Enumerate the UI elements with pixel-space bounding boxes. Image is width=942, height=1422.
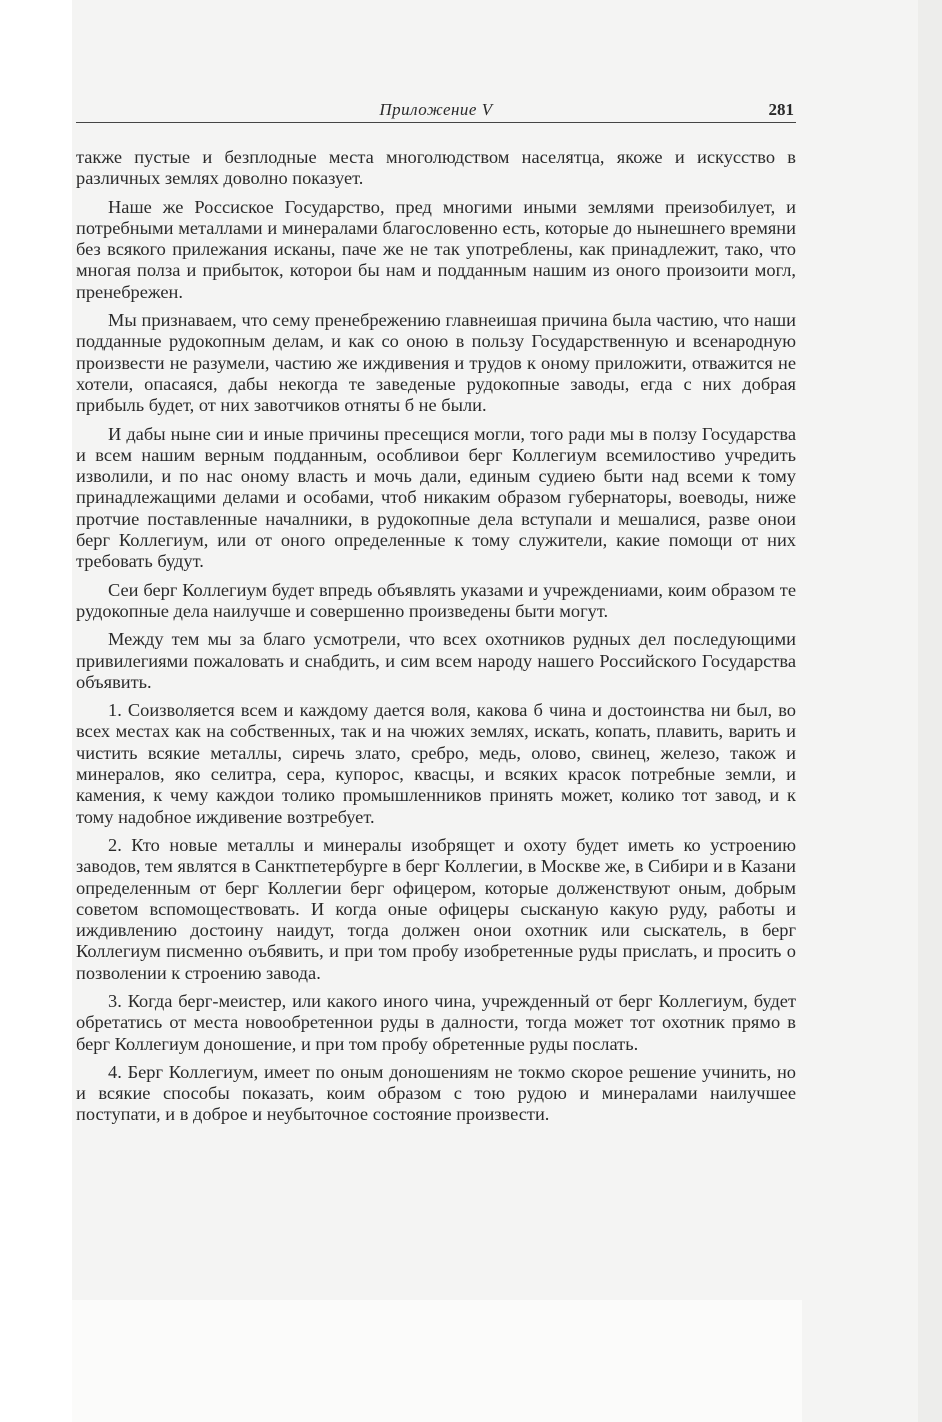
- paragraph: Сеи берг Коллегиум будет впредь объявлять указами и учреждениами, коим образом те рудокопные дела наилучше и совершенно произведены быти могут.: [76, 579, 796, 621]
- numbered-clause-1: 1. Соизволяется всем и каждому дается воля, какова б чина и достоинства ни был, во всех местах как на собственных, так и на чюжих землях, искать, копать, плавить, варить и чистить всякие металлы, сиречь злато, сребро, медь, олово, свинец, железо, також и минералов, яко селитра, сера, купорос, квасцы, и всяких красок потребные земли, и камения, к чему каждои толико промышленников принять может, колико тот завод, и к тому надобное иждивение возтребует.: [76, 700, 796, 827]
- body-text: [76, 147, 796, 1126]
- page-bottom-margin: [72, 1300, 802, 1422]
- book-page: [76, 96, 796, 1133]
- paragraph: Между тем мы за благо усмотрели, что всех охотников рудных дел последующими привилегиями пожаловать и снабдить, и сим всем народу нашего Российского Государства объявить.: [76, 629, 796, 692]
- numbered-clause-4: 4. Берг Коллегиум, имеет по оным доношениям не токмо скорое решение учинить, но и всякие способы показать, коим образом с тою рудою и минералами наилучшее поступати, и в доброе и неубыточное состояние произвести.: [76, 1061, 796, 1125]
- scan-edge-shadow: [918, 0, 942, 1422]
- numbered-clause-2: 2. Кто новые металлы и минералы изобрящет и охоту будет иметь ко устроению заводов, тем являтся в Санктпетербурге в берг Коллегии, в Москве же, в Сибири и в Казани определенным от берг Коллегии берг офицером, которые долженствуют оным, добрым советом вспомоществовать. И когда оные офицеры сысканую какую руду, работы и иждивлению достоину наидут, тогда должен онои охотник или сыскатель, в берг Коллегиум писменно оъбявить, и при том пробу изобретенные руды прислать, и просить о позволении к строению завода.: [76, 834, 796, 983]
- paragraph: Наше же Россиское Государство, пред многими иными землями преизобилует, и потребными металлами и минералами благословенно есть, которые до нынешнего времяни без всякого прилежания исканы, паче же не так употреблены, как принадлежит, тако, что многая полза и прибыток, которои бы нам и подданным нашим из оного произоити могл, пренебрежен.: [76, 196, 796, 302]
- running-title: Приложение V: [379, 100, 493, 119]
- page-number: 281: [768, 100, 794, 119]
- paragraph: также пустые и безплодные места многолюдством населятца, якоже и искусство в различных землях доволно показует.: [76, 147, 796, 189]
- numbered-clause-3: 3. Когда берг-меистер, или какого иного чина, учрежденный от берг Коллегиум, будет обретатись от места новообретеннои руды в далности, тогда может тот охотник прямо в берг Коллегиум доношение, и при том пробу обретенные руды послать.: [76, 990, 796, 1054]
- running-header: [76, 96, 796, 123]
- paragraph: Мы признаваем, что сему пренебрежению главнеишая причина была частию, что наши подданные рудокопным делам, и как со оною в пользу Государственную и всенародную произвести не разумели, частию же иждивения и трудов к оному приложити, отважится не хотели, опасаяся, дабы некогда те заведеные рудокопные заводы, егда с них добрая прибыль будет, от них завотчиков отняты б не были.: [76, 310, 796, 416]
- paragraph: И дабы ныне сии и иные причины пресещися могли, того ради мы в ползу Государства и всем нашим верным подданным, особливои берг Коллегиум всемилостиво учредить изволили, и по нас оному власть и мочь дали, единым судиею быти над всеми к тому принадлежащими делами и особами, чтоб никаким образом губернаторы, воеводы, ниже протчие поставленные началники, в рудокопные дела вступали и мешалися, разве онои берг Коллегиум, или от оного определенные к тому служители, какие помощи от них требовать будут.: [76, 423, 796, 572]
